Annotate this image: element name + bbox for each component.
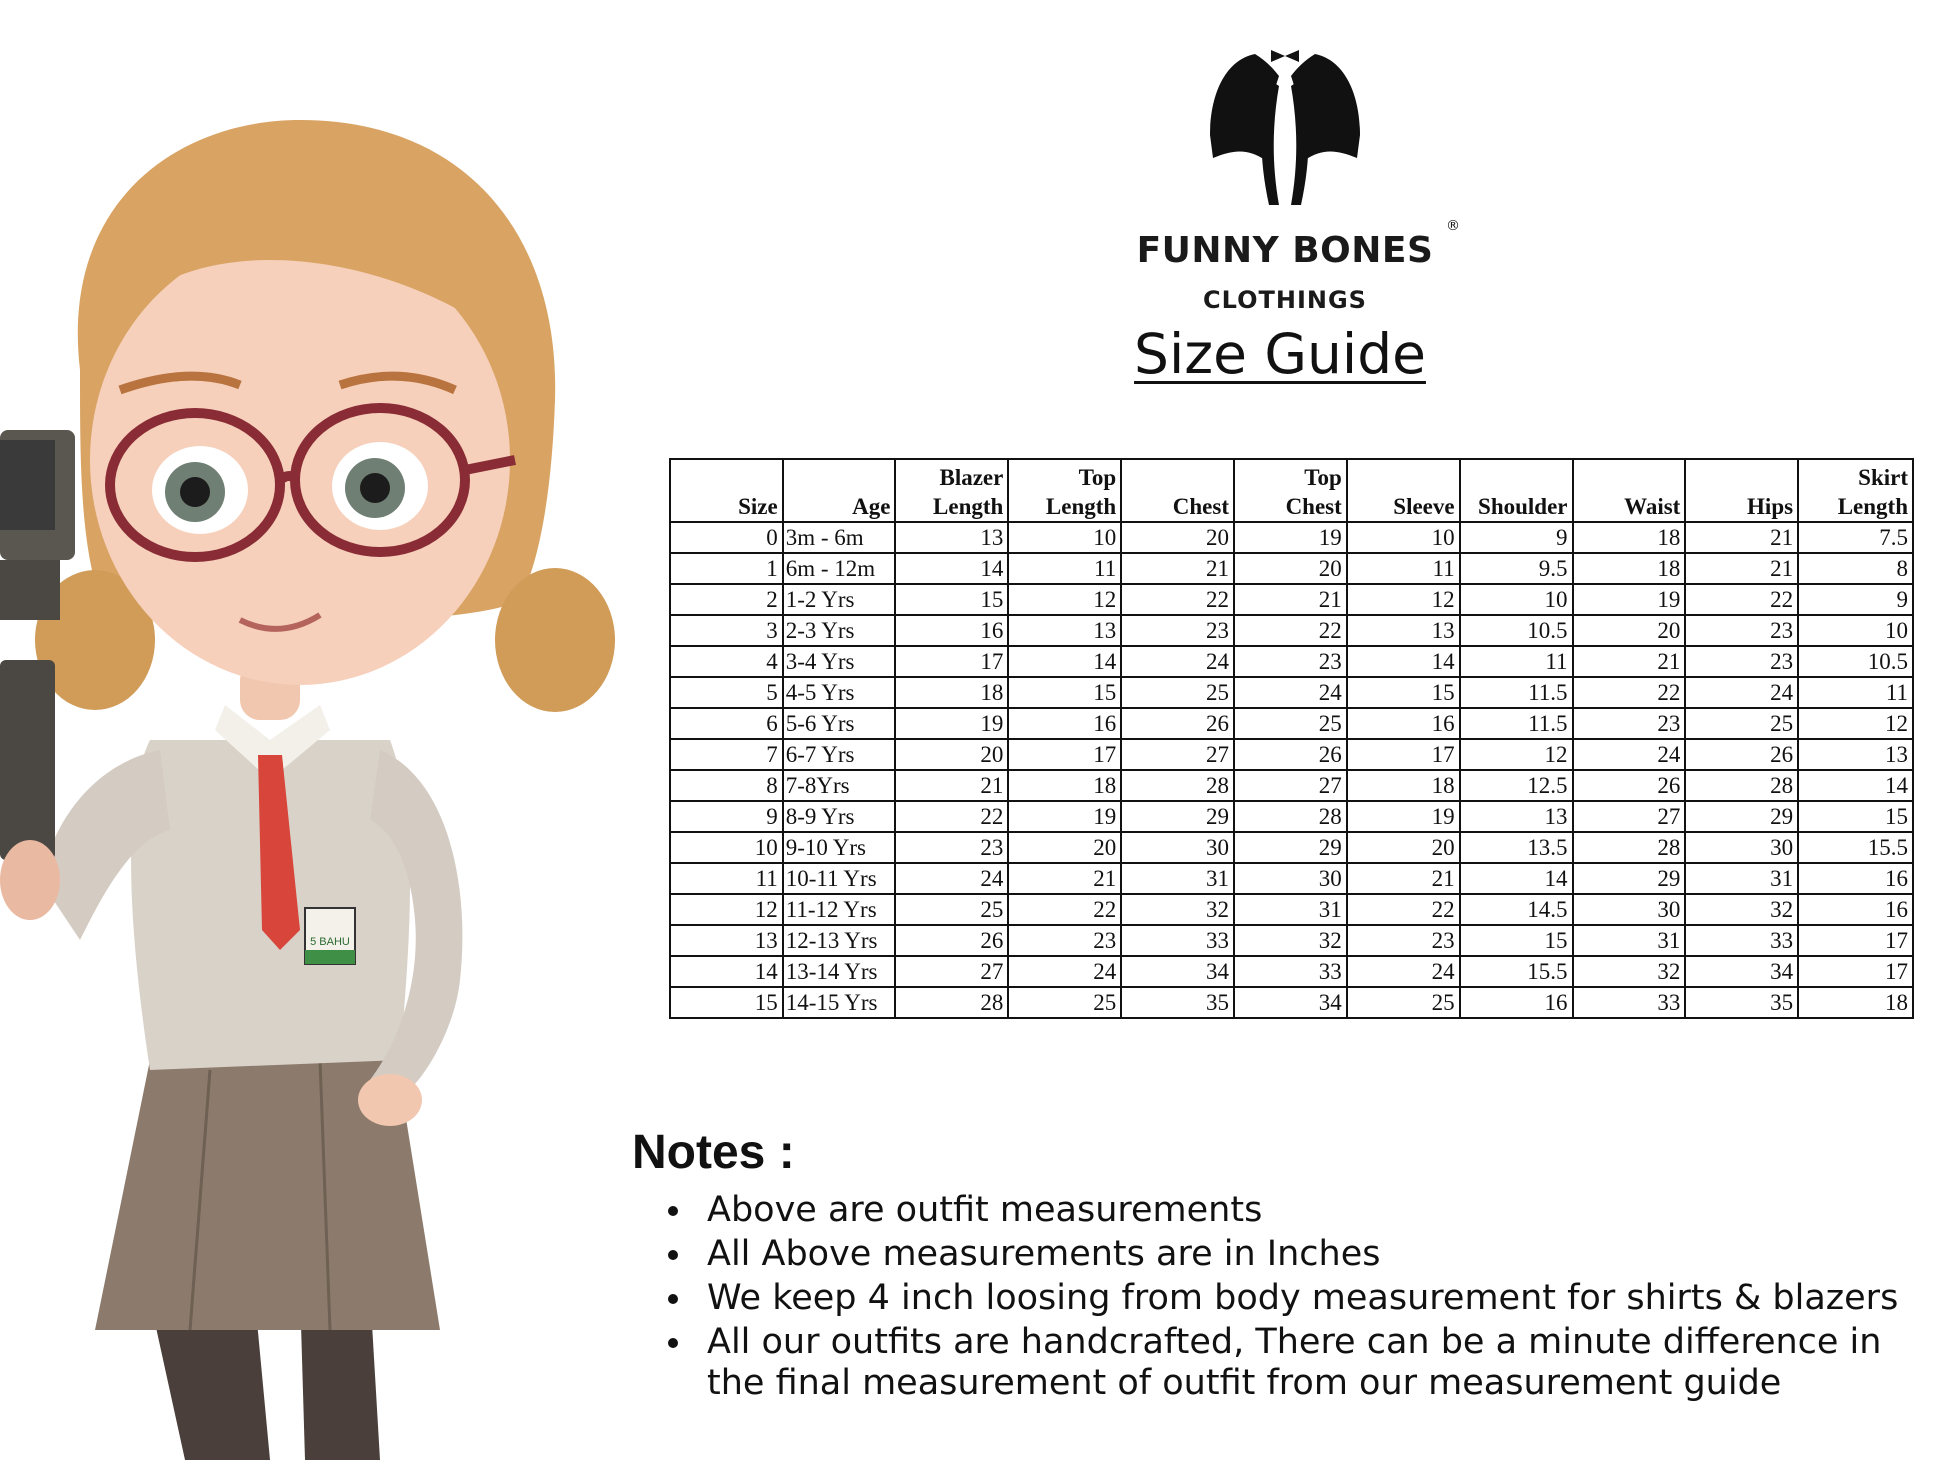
table-cell: 21: [1008, 863, 1121, 894]
table-cell: 9-10 Yrs: [783, 832, 896, 863]
table-cell: 1: [670, 553, 783, 584]
table-cell: 16: [1347, 708, 1460, 739]
table-cell: 32: [1685, 894, 1798, 925]
table-cell: 24: [1685, 677, 1798, 708]
table-cell: 27: [1121, 739, 1234, 770]
table-cell: 13: [1347, 615, 1460, 646]
table-cell: 21: [1573, 646, 1686, 677]
table-cell: 26: [1234, 739, 1347, 770]
table-cell: 17: [1008, 739, 1121, 770]
table-cell: 15: [670, 987, 783, 1018]
table-cell: 26: [1121, 708, 1234, 739]
table-cell: 12: [670, 894, 783, 925]
table-cell: 20: [895, 739, 1008, 770]
table-cell: 24: [1573, 739, 1686, 770]
table-cell: 22: [1008, 894, 1121, 925]
table-cell: 25: [1347, 987, 1460, 1018]
table-cell: 21: [895, 770, 1008, 801]
table-cell: 22: [1685, 584, 1798, 615]
table-cell: 26: [1685, 739, 1798, 770]
column-header-line: [673, 463, 778, 492]
table-cell: 21: [1234, 584, 1347, 615]
table-cell: 14.5: [1460, 894, 1573, 925]
table-cell: 31: [1685, 863, 1798, 894]
table-cell: 33: [1234, 956, 1347, 987]
table-cell: 3-4 Yrs: [783, 646, 896, 677]
table-cell: 13.5: [1460, 832, 1573, 863]
table-cell: 28: [1121, 770, 1234, 801]
table-cell: 15.5: [1798, 832, 1913, 863]
table-cell: 25: [895, 894, 1008, 925]
table-cell: 11-12 Yrs: [783, 894, 896, 925]
table-cell: 10-11 Yrs: [783, 863, 896, 894]
table-header-row: [670, 459, 1913, 522]
table-cell: 14: [670, 956, 783, 987]
table-cell: 15: [895, 584, 1008, 615]
note-item: • We keep 4 inch loosing from body measurement for shirts & blazers: [695, 1278, 1932, 1319]
table-cell: 12: [1798, 708, 1913, 739]
table-cell: 12-13 Yrs: [783, 925, 896, 956]
table-cell: 23: [1685, 646, 1798, 677]
table-cell: 20: [1347, 832, 1460, 863]
table-cell: 20: [1008, 832, 1121, 863]
table-cell: 19: [1234, 522, 1347, 553]
column-header: [1460, 459, 1573, 522]
table-cell: 15: [1460, 925, 1573, 956]
table-cell: 31: [1573, 925, 1686, 956]
table-cell: 30: [1121, 832, 1234, 863]
table-cell: 28: [1685, 770, 1798, 801]
table-cell: 4: [670, 646, 783, 677]
table-row: [670, 956, 1913, 987]
table-cell: 22: [1121, 584, 1234, 615]
table-cell: 9.5: [1460, 553, 1573, 584]
table-cell: 34: [1234, 987, 1347, 1018]
table-cell: 18: [1347, 770, 1460, 801]
table-cell: 24: [1121, 646, 1234, 677]
table-row: [670, 677, 1913, 708]
note-item: • All our outfits are handcrafted, There can be a minute difference in the final measurement of outfit from our measurement guide: [695, 1322, 1932, 1404]
table-cell: 22: [1573, 677, 1686, 708]
table-cell: 13: [670, 925, 783, 956]
table-cell: 10: [1347, 522, 1460, 553]
table-cell: 18: [1573, 553, 1686, 584]
table-cell: 29: [1121, 801, 1234, 832]
brand-logo: [1100, 40, 1470, 330]
table-cell: 10: [670, 832, 783, 863]
table-cell: 2: [670, 584, 783, 615]
notes-list: [632, 1190, 1932, 1404]
column-header: [1234, 459, 1347, 522]
table-cell: 19: [1008, 801, 1121, 832]
table-cell: 7-8Yrs: [783, 770, 896, 801]
table-cell: 30: [1234, 863, 1347, 894]
table-cell: 10: [1798, 615, 1913, 646]
table-cell: 30: [1573, 894, 1686, 925]
table-cell: 21: [1685, 553, 1798, 584]
table-cell: 12: [1008, 584, 1121, 615]
table-cell: 11: [1460, 646, 1573, 677]
note-item: • All Above measurements are in Inches: [695, 1234, 1932, 1275]
table-cell: 11: [1798, 677, 1913, 708]
table-cell: 23: [1573, 708, 1686, 739]
table-row: [670, 708, 1913, 739]
column-header-line: Sleeve: [1393, 494, 1455, 519]
table-row: [670, 522, 1913, 553]
table-cell: 3: [670, 615, 783, 646]
table-cell: 16: [895, 615, 1008, 646]
table-cell: 10.5: [1460, 615, 1573, 646]
table-row: [670, 863, 1913, 894]
table-cell: 25: [1685, 708, 1798, 739]
table-cell: 6m - 12m: [783, 553, 896, 584]
table-cell: 23: [1347, 925, 1460, 956]
column-header-line: Top: [1078, 465, 1117, 490]
registered-mark: ®: [1446, 218, 1460, 234]
column-header-line: Waist: [1624, 494, 1681, 519]
table-cell: 35: [1121, 987, 1234, 1018]
brand-subtitle: CLOTHINGS: [1203, 286, 1367, 314]
table-cell: 27: [1573, 801, 1686, 832]
table-cell: 8: [1798, 553, 1913, 584]
table-cell: 21: [1685, 522, 1798, 553]
table-cell: 11.5: [1460, 677, 1573, 708]
svg-text:5 BAHU: 5 BAHU: [310, 936, 350, 948]
column-header-line: Age: [852, 494, 891, 519]
table-cell: 12: [1347, 584, 1460, 615]
column-header: [1121, 459, 1234, 522]
table-row: [670, 584, 1913, 615]
table-cell: 9: [1798, 584, 1913, 615]
table-cell: 29: [1573, 863, 1686, 894]
column-header: [1798, 459, 1913, 522]
table-cell: 23: [1685, 615, 1798, 646]
table-cell: 19: [895, 708, 1008, 739]
table-cell: 15.5: [1460, 956, 1573, 987]
notes-title: Notes :: [632, 1126, 795, 1179]
table-row: [670, 801, 1913, 832]
table-cell: 12: [1460, 739, 1573, 770]
table-row: [670, 553, 1913, 584]
table-cell: 25: [1121, 677, 1234, 708]
table-cell: 15: [1008, 677, 1121, 708]
table-cell: 11: [670, 863, 783, 894]
table-cell: 20: [1121, 522, 1234, 553]
table-cell: 19: [1347, 801, 1460, 832]
column-header-line: [1350, 463, 1455, 492]
table-cell: 10: [1008, 522, 1121, 553]
column-header: [1573, 459, 1686, 522]
table-cell: 27: [895, 956, 1008, 987]
table-cell: 10.5: [1798, 646, 1913, 677]
table-cell: 24: [1008, 956, 1121, 987]
table-cell: 25: [1234, 708, 1347, 739]
column-header: [1685, 459, 1798, 522]
table-cell: 24: [895, 863, 1008, 894]
column-header: [895, 459, 1008, 522]
table-row: [670, 832, 1913, 863]
table-cell: 21: [1347, 863, 1460, 894]
table-cell: 23: [1008, 925, 1121, 956]
table-cell: 22: [895, 801, 1008, 832]
table-cell: 28: [895, 987, 1008, 1018]
table-cell: 17: [1347, 739, 1460, 770]
table-cell: 7: [670, 739, 783, 770]
column-header-line: Skirt: [1858, 465, 1908, 490]
column-header-line: [1576, 463, 1681, 492]
table-cell: 12.5: [1460, 770, 1573, 801]
table-cell: 16: [1460, 987, 1573, 1018]
table-cell: 21: [1121, 553, 1234, 584]
table-cell: 15: [1347, 677, 1460, 708]
table-cell: 13-14 Yrs: [783, 956, 896, 987]
table-cell: 11: [1008, 553, 1121, 584]
table-cell: 34: [1121, 956, 1234, 987]
table-row: [670, 894, 1913, 925]
column-header: [783, 459, 896, 522]
table-cell: 3m - 6m: [783, 522, 896, 553]
column-header-line: [1688, 463, 1793, 492]
table-cell: 24: [1234, 677, 1347, 708]
table-cell: 17: [1798, 925, 1913, 956]
table-cell: 20: [1234, 553, 1347, 584]
column-header-line: Chest: [1172, 494, 1229, 519]
column-header-line: Length: [1837, 494, 1908, 519]
table-row: [670, 646, 1913, 677]
girl-illustration: [0, 40, 680, 1460]
table-cell: 34: [1685, 956, 1798, 987]
table-cell: 31: [1121, 863, 1234, 894]
table-cell: 14: [1008, 646, 1121, 677]
table-cell: 5-6 Yrs: [783, 708, 896, 739]
table-cell: 28: [1573, 832, 1686, 863]
table-cell: 9: [670, 801, 783, 832]
table-cell: 0: [670, 522, 783, 553]
table-cell: 14: [1347, 646, 1460, 677]
column-header-line: [1463, 463, 1568, 492]
table-row: [670, 770, 1913, 801]
table-cell: 23: [1234, 646, 1347, 677]
table-cell: 24: [1347, 956, 1460, 987]
table-cell: 13: [1008, 615, 1121, 646]
table-cell: 9: [1460, 522, 1573, 553]
table-cell: 14-15 Yrs: [783, 987, 896, 1018]
table-cell: 1-2 Yrs: [783, 584, 896, 615]
table-cell: 14: [1798, 770, 1913, 801]
column-header-line: Size: [738, 494, 778, 519]
table-row: [670, 987, 1913, 1018]
table-cell: 32: [1121, 894, 1234, 925]
table-row: [670, 739, 1913, 770]
table-cell: 16: [1798, 894, 1913, 925]
table-cell: 32: [1573, 956, 1686, 987]
table-cell: 17: [895, 646, 1008, 677]
column-header-line: Length: [933, 494, 1004, 519]
column-header: [1008, 459, 1121, 522]
column-header-line: Length: [1045, 494, 1117, 519]
table-cell: 28: [1234, 801, 1347, 832]
table-cell: 22: [1234, 615, 1347, 646]
table-cell: 8: [670, 770, 783, 801]
table-cell: 2-3 Yrs: [783, 615, 896, 646]
table-cell: 16: [1798, 863, 1913, 894]
table-row: [670, 615, 1913, 646]
table-cell: 35: [1685, 987, 1798, 1018]
table-cell: 26: [1573, 770, 1686, 801]
table-cell: 22: [1347, 894, 1460, 925]
table-cell: 31: [1234, 894, 1347, 925]
table-cell: 14: [1460, 863, 1573, 894]
table-body: [670, 522, 1913, 1018]
table-cell: 25: [1008, 987, 1121, 1018]
column-header-line: Chest: [1285, 494, 1342, 519]
table-cell: 23: [1121, 615, 1234, 646]
table-cell: 33: [1573, 987, 1686, 1018]
table-cell: 13: [1460, 801, 1573, 832]
table-cell: 10: [1460, 584, 1573, 615]
table-cell: 5: [670, 677, 783, 708]
column-header: [1347, 459, 1460, 522]
table-cell: 32: [1234, 925, 1347, 956]
column-header-line: Shoulder: [1478, 494, 1568, 519]
table-cell: 8-9 Yrs: [783, 801, 896, 832]
table-cell: 6-7 Yrs: [783, 739, 896, 770]
table-cell: 4-5 Yrs: [783, 677, 896, 708]
brand-name: FUNNY BONES: [1136, 230, 1434, 271]
column-header-line: Blazer: [939, 465, 1004, 490]
table-row: [670, 925, 1913, 956]
table-cell: 11: [1347, 553, 1460, 584]
table-cell: 29: [1234, 832, 1347, 863]
table-cell: 18: [1573, 522, 1686, 553]
table-cell: 20: [1573, 615, 1686, 646]
page-title: Size Guide: [1134, 322, 1426, 386]
table-cell: 6: [670, 708, 783, 739]
table-cell: 7.5: [1798, 522, 1913, 553]
table-cell: 33: [1685, 925, 1798, 956]
table-cell: 14: [895, 553, 1008, 584]
table-cell: 27: [1234, 770, 1347, 801]
notes-section: [632, 1125, 1932, 1407]
column-header-line: Hips: [1747, 494, 1794, 519]
table-cell: 11.5: [1460, 708, 1573, 739]
column-header: [670, 459, 783, 522]
column-header-line: [1124, 463, 1229, 492]
size-table: [669, 458, 1914, 1019]
table-cell: 23: [895, 832, 1008, 863]
table-cell: 13: [1798, 739, 1913, 770]
table-cell: 18: [895, 677, 1008, 708]
table-cell: 26: [895, 925, 1008, 956]
note-item: • Above are outfit measurements: [695, 1190, 1932, 1231]
table-cell: 15: [1798, 801, 1913, 832]
table-cell: 29: [1685, 801, 1798, 832]
column-header-line: Top: [1304, 465, 1342, 490]
table-cell: 19: [1573, 584, 1686, 615]
table-cell: 16: [1008, 708, 1121, 739]
column-header-line: [786, 463, 891, 492]
table-cell: 17: [1798, 956, 1913, 987]
table-cell: 18: [1008, 770, 1121, 801]
table-cell: 18: [1798, 987, 1913, 1018]
table-cell: 13: [895, 522, 1008, 553]
table-cell: 30: [1685, 832, 1798, 863]
suit-logo-icon: [1175, 40, 1395, 210]
table-cell: 33: [1121, 925, 1234, 956]
